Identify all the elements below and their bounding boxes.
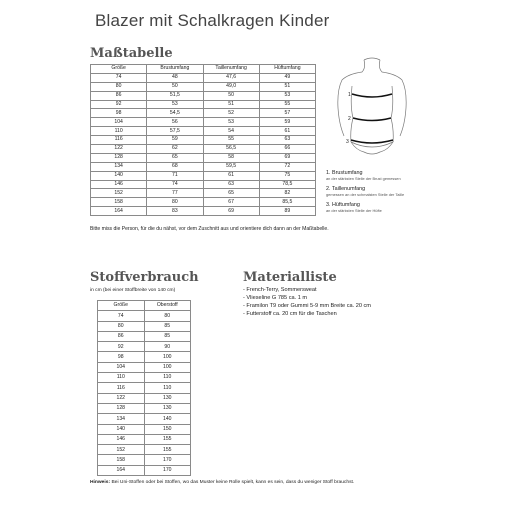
table-cell: 54 [203,127,259,136]
table-cell: 80 [144,311,191,321]
hint-body: Bei Uni-Stoffen oder bei Stoffen, wo das Muster keine Rolle spielt, kann es sein, dass du weniger Stoff brauchst. [110,480,355,485]
table-cell: 58 [203,153,259,162]
table-cell: 59 [147,136,203,145]
table-row [91,171,316,180]
table-cell: 49 [259,73,315,82]
table-cell: 85,5 [259,198,315,207]
table-cell: 158 [91,198,147,207]
table-cell: 80 [91,82,147,91]
table-cell: 92 [91,100,147,109]
table-cell: 110 [144,383,191,393]
table-cell: 146 [98,434,145,444]
table-cell: 50 [147,82,203,91]
table-cell: 110 [98,373,145,383]
column-header: Hüftumfang [259,65,315,74]
table-cell: 63 [259,136,315,145]
table-row [98,311,191,321]
table-row [91,207,316,216]
table-cell: 57 [259,109,315,118]
table-cell: 57,5 [147,127,203,136]
table-row [98,414,191,424]
table-cell: 69 [259,153,315,162]
table-row [98,331,191,341]
figure-neck [364,58,380,60]
mass-table [90,64,316,216]
table-cell: 65 [203,189,259,198]
table-row [91,189,316,198]
table-cell: 74 [98,311,145,321]
table-row [98,362,191,372]
body-figure-illustration [328,56,416,162]
table-row [91,153,316,162]
table-cell: 78,5 [259,180,315,189]
table-cell: 68 [147,162,203,171]
legend-huefte-sub: an der stärksten Stelle der Hüfte [326,208,382,213]
table-cell: 56,5 [203,145,259,154]
column-header: Brustumfang [147,65,203,74]
figure-outline [338,60,406,136]
table-cell: 116 [98,383,145,393]
table-cell: 98 [91,109,147,118]
table-row [98,373,191,383]
table-cell: 100 [144,362,191,372]
table-row [98,383,191,393]
table-cell: 74 [91,73,147,82]
table-row [98,445,191,455]
table-row [98,424,191,434]
table-row [91,91,316,100]
figure-label-2: 2 [348,116,351,122]
table-cell: 59,5 [203,162,259,171]
table-cell: 51 [259,82,315,91]
table-cell: 128 [91,153,147,162]
table-cell: 80 [98,321,145,331]
table-row [91,127,316,136]
stoff-heading: Stoffverbrauch [90,270,199,285]
table-cell: 55 [203,136,259,145]
table-cell: 140 [144,414,191,424]
table-cell: 51,5 [147,91,203,100]
table-header-row [91,65,316,74]
table-cell: 86 [91,91,147,100]
table-cell: 51 [203,100,259,109]
table-cell: 98 [98,352,145,362]
table-cell: 66 [259,145,315,154]
material-item: - Futterstoff ca. 20 cm für die Taschen [243,311,337,318]
material-list [243,286,371,318]
table-cell: 152 [98,445,145,455]
table-cell: 85 [144,321,191,331]
table-cell: 61 [203,171,259,180]
table-cell: 89 [259,207,315,216]
table-cell: 65 [147,153,203,162]
table-row [98,455,191,465]
table-cell: 63 [203,180,259,189]
table-cell: 86 [98,331,145,341]
table-row [91,198,316,207]
measure-line-huefte [351,140,393,143]
stoff-table [97,300,191,476]
table-row [91,145,316,154]
measure-line-taille [353,118,391,121]
table-cell: 52 [203,109,259,118]
table-row [98,403,191,413]
material-heading: Materialliste [243,270,337,285]
table-cell: 53 [203,118,259,127]
mass-note: Bitte miss die Person, für die du nähst, vor dem Zuschnitt aus und orientiere dich dann an der Maßtabelle. [90,226,329,232]
legend-taille-sub: gemessen an der schmalsten Stelle der Taille [326,192,405,197]
material-item: - French-Terry, Sommersweat [243,287,317,293]
table-cell: 61 [259,127,315,136]
table-cell: 83 [147,207,203,216]
figure-torso [351,86,394,142]
table-cell: 47,6 [203,73,259,82]
table-cell: 122 [98,393,145,403]
legend-huefte-title: 3. Hüftumfang [326,202,360,208]
table-cell: 71 [147,171,203,180]
column-header: Taillenumfang [203,65,259,74]
table-cell: 155 [144,434,191,444]
table-cell: 164 [91,207,147,216]
table-cell: 55 [259,100,315,109]
table-cell: 85 [144,331,191,341]
table-row [91,136,316,145]
table-cell: 164 [98,465,145,475]
measure-line-brust [352,94,392,97]
table-cell: 104 [98,362,145,372]
table-cell: 110 [91,127,147,136]
table-cell: 69 [203,207,259,216]
mass-table-heading: Maßtabelle [90,46,173,61]
table-row [91,73,316,82]
table-cell: 104 [91,118,147,127]
table-cell: 170 [144,465,191,475]
column-header: Oberstoff [144,301,191,311]
material-item: - Vlieseline G 785 ca. 1 m [243,295,308,302]
table-cell: 77 [147,189,203,198]
table-cell: 110 [144,373,191,383]
table-row [91,162,316,171]
table-cell: 82 [259,189,315,198]
table-cell: 155 [144,445,191,455]
table-cell: 72 [259,162,315,171]
table-cell: 116 [91,136,147,145]
legend-brust-sub: an der stärksten Stelle der Brust gemessen [326,176,401,181]
table-cell: 53 [259,91,315,100]
table-cell: 75 [259,171,315,180]
table-cell: 170 [144,455,191,465]
table-row [91,82,316,91]
legend-taille-title: 2. Taillenumfang [326,186,366,192]
table-row [98,352,191,362]
table-cell: 50 [203,91,259,100]
table-cell: 62 [147,145,203,154]
column-header: Größe [91,65,147,74]
table-cell: 158 [98,455,145,465]
table-cell: 134 [98,414,145,424]
table-cell: 100 [144,352,191,362]
table-cell: 90 [144,342,191,352]
measurement-legend [326,170,496,218]
table-cell: 49,0 [203,82,259,91]
table-cell: 152 [91,189,147,198]
table-cell: 92 [98,342,145,352]
table-cell: 74 [147,180,203,189]
table-cell: 48 [147,73,203,82]
table-cell: 140 [98,424,145,434]
table-cell: 130 [144,403,191,413]
table-cell: 150 [144,424,191,434]
table-cell: 146 [91,180,147,189]
figure-label-1: 1 [348,92,351,98]
table-cell: 59 [259,118,315,127]
stoff-subtitle: in cm (bei einer Stoffbreite von 140 cm) [90,288,176,293]
legend-brust-title: 1. Brustumfang [326,170,363,176]
material-item: - Framilon T9 oder Gummi 5-9 mm Breite ca. 20 cm [243,303,371,310]
table-cell: 67 [203,198,259,207]
table-cell: 56 [147,118,203,127]
table-cell: 80 [147,198,203,207]
table-row [98,321,191,331]
hint-text [90,480,354,485]
table-cell: 134 [91,162,147,171]
table-row [91,180,316,189]
table-cell: 122 [91,145,147,154]
table-cell: 54,5 [147,109,203,118]
page-title: Blazer mit Schalkragen Kinder [95,11,330,30]
table-row [98,393,191,403]
hint-label: Hinweis: [90,480,111,485]
table-row [91,118,316,127]
column-header: Größe [98,301,145,311]
table-row [91,109,316,118]
table-cell: 130 [144,393,191,403]
table-cell: 53 [147,100,203,109]
table-row [91,100,316,109]
table-row [98,342,191,352]
figure-label-3: 3 [346,139,349,145]
table-row [98,465,191,475]
table-cell: 128 [98,403,145,413]
table-header-row [98,301,191,311]
table-cell: 140 [91,171,147,180]
table-row [98,434,191,444]
